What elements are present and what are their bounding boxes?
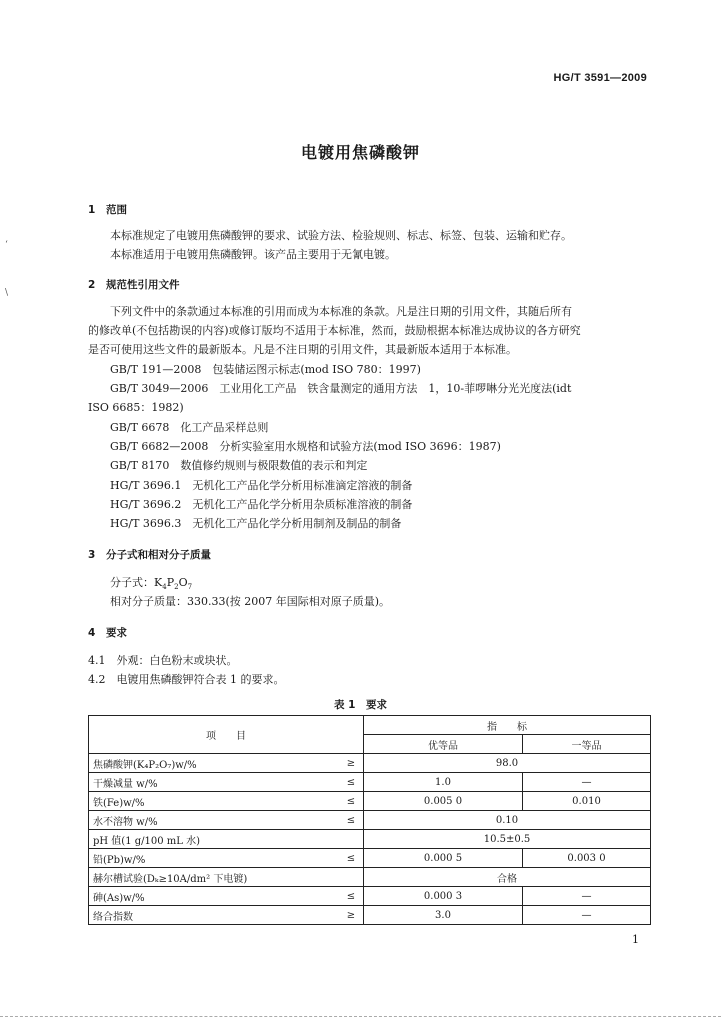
paragraph-line: 下列文件中的条款通过本标准的引用而成为本标准的条款。凡是注日期的引用文件，其随后所有 — [110, 305, 572, 318]
row-item: 砷(As)w/% — [89, 887, 340, 906]
row-item: 干燥减量 w/% — [89, 773, 340, 792]
reference-line: GB/T 6682—2008 分析实验室用水规格和试验方法(mod ISO 3696：1987) — [110, 440, 501, 453]
row-item: 铁(Fe)w/% — [89, 792, 340, 811]
formula-subscript: 4 — [162, 583, 167, 592]
table-caption: 表 1 要求 — [334, 699, 387, 711]
row-item: 铅(Pb)w/% — [89, 849, 340, 868]
row-comparator: ≥ — [339, 906, 364, 925]
section-4-heading — [88, 625, 127, 640]
reference-line: HG/T 3696.1 无机化工产品化学分析用标准滴定溶液的制备 — [110, 479, 413, 492]
clause-4-1: 4.1 外观：白色粉末或块状。 — [88, 654, 238, 667]
formula-element: P — [166, 576, 175, 589]
reference-line: GB/T 6678 化工产品采样总则 — [110, 421, 269, 434]
section-title: 要求 — [106, 627, 127, 639]
table-row — [89, 811, 651, 830]
row-comparator: ≥ — [339, 754, 364, 773]
molecular-mass: 相对分子质量：330.33(按 2007 年国际相对原子质量)。 — [110, 595, 391, 608]
reference-line: GB/T 191—2008 包装储运图示标志(mod ISO 780：1997) — [110, 363, 421, 376]
row-item: 焦磷酸钾(K₄P₂O₇)w/% — [89, 754, 340, 773]
table-row — [89, 868, 651, 887]
section-title: 范围 — [106, 204, 127, 216]
paragraph-line: 是否可使用这些文件的最新版本。凡是不注日期的引用文件，其最新版本适用于本标准。 — [88, 343, 517, 356]
scan-footline — [0, 1016, 721, 1017]
section-1-heading — [88, 202, 127, 217]
row-item: pH 值(1 g/100 mL 水) — [89, 830, 364, 849]
table-row — [89, 849, 651, 868]
row-value-first: 0.010 — [523, 792, 651, 811]
row-value-superior: 3.0 — [364, 906, 523, 925]
header-grade-first: 一等品 — [523, 735, 651, 754]
formula-label: 分子式： — [110, 576, 154, 589]
table-row — [89, 830, 651, 849]
paragraph-line: 的修改单(不包括勘误的内容)或修订版均不适用于本标准，然而，鼓励根据本标准达成协议的各方研究 — [88, 324, 581, 337]
formula-subscript: 2 — [174, 583, 179, 592]
section-number: 3 — [88, 549, 96, 561]
reference-line: GB/T 3049—2006 工业用化工产品 铁含量测定的通用方法 1，10-菲啰啉分光光度法(idt — [110, 382, 572, 395]
page-number: 1 — [632, 933, 639, 946]
section-title: 分子式和相对分子质量 — [106, 549, 211, 561]
row-value: 0.10 — [364, 811, 651, 830]
row-value: 10.5±0.5 — [364, 830, 651, 849]
standard-code: HG/T 3591—2009 — [553, 72, 647, 84]
row-item: 络合指数 — [89, 906, 340, 925]
section-number: 4 — [88, 627, 96, 639]
table-header-row — [89, 716, 651, 735]
header-grade-superior: 优等品 — [364, 735, 523, 754]
table-row — [89, 906, 651, 925]
table-row — [89, 887, 651, 906]
section-title: 规范性引用文件 — [106, 279, 180, 291]
reference-line: GB/T 8170 数值修约规则与极限数值的表示和判定 — [110, 459, 368, 472]
row-value-first: 0.003 0 — [523, 849, 651, 868]
scan-mark: \ — [5, 288, 9, 298]
formula-element: O — [178, 576, 188, 589]
row-item: 水不溶物 w/% — [89, 811, 340, 830]
row-comparator: ≤ — [339, 887, 364, 906]
document-title: 电镀用焦磷酸钾 — [300, 143, 420, 162]
row-value-first: — — [523, 906, 651, 925]
row-value-superior: 1.0 — [364, 773, 523, 792]
row-value-superior: 0.000 3 — [364, 887, 523, 906]
section-2-heading — [88, 277, 180, 292]
reference-line: HG/T 3696.2 无机化工产品化学分析用杂质标准溶液的制备 — [110, 498, 413, 511]
table-row — [89, 792, 651, 811]
row-value-superior: 0.000 5 — [364, 849, 523, 868]
scan-mark: ʻ — [5, 240, 8, 250]
section-number: 1 — [88, 204, 96, 216]
header-item: 项 目 — [89, 716, 364, 754]
row-comparator: ≤ — [339, 792, 364, 811]
row-comparator: ≤ — [339, 773, 364, 792]
reference-line: HG/T 3696.3 无机化工产品化学分析用制剂及制品的制备 — [110, 517, 402, 530]
row-value: 98.0 — [364, 754, 651, 773]
formula-subscript: 7 — [187, 583, 193, 592]
row-value: 合格 — [364, 868, 651, 887]
header-index: 指 标 — [364, 716, 651, 735]
clause-4-2: 4.2 电镀用焦磷酸钾符合表 1 的要求。 — [88, 673, 285, 686]
row-item: 赫尔槽试验(Dₖ≥10A/dm² 下电镀) — [89, 868, 364, 887]
paragraph-line: 本标准规定了电镀用焦磷酸钾的要求、试验方法、检验规则、标志、标签、包装、运输和贮存。 — [110, 229, 572, 242]
row-value-superior: 0.005 0 — [364, 792, 523, 811]
reference-line: ISO 6685：1982) — [88, 401, 184, 414]
row-comparator: ≤ — [339, 811, 364, 830]
table-row — [89, 773, 651, 792]
molecular-formula — [110, 574, 192, 591]
paragraph-line: 本标准适用于电镀用焦磷酸钾。该产品主要用于无氰电镀。 — [110, 248, 396, 261]
section-number: 2 — [88, 279, 96, 291]
row-value-first: — — [523, 887, 651, 906]
row-value-first: — — [523, 773, 651, 792]
formula-element: K — [154, 576, 163, 589]
requirements-table — [88, 715, 651, 925]
section-3-heading — [88, 547, 211, 562]
row-comparator: ≤ — [339, 849, 364, 868]
table-row — [89, 754, 651, 773]
